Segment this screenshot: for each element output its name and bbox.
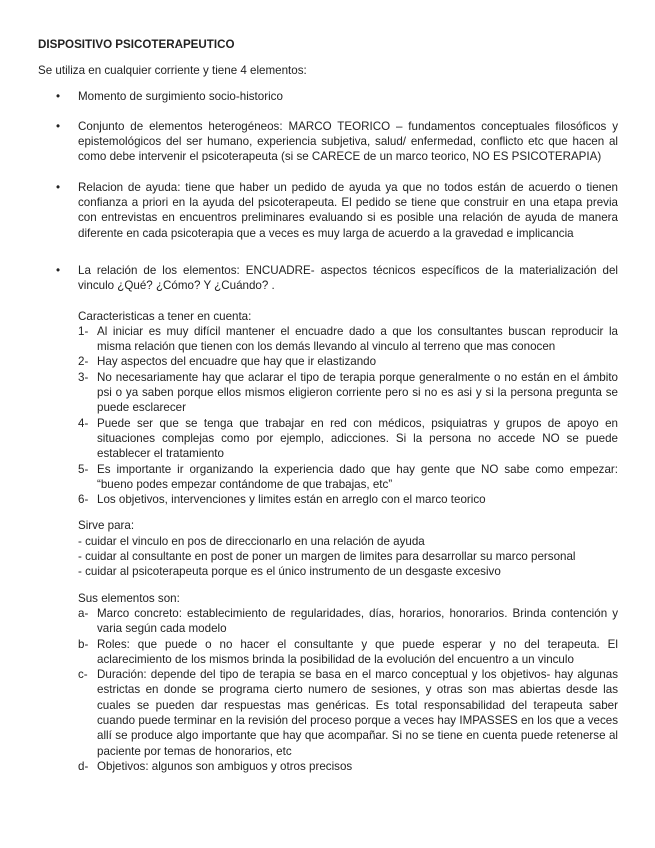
- item-marker: 3-: [78, 370, 89, 384]
- document-title: DISPOSITIVO PSICOTERAPEUTICO: [38, 38, 235, 51]
- item-text: Roles: que puede o no hacer el consultante y que puede esperar y no del terapeuta. El aclarecimiento de los mismos brinda la posibilidad de la evolución del encuentro a un vinculo: [97, 637, 618, 666]
- elementos-list: [78, 606, 618, 774]
- item-text: Al iniciar es muy difícil mantener el encuadre dado a que los consultantes buscan reproducir la misma relación que tienen con los demás llevando al vinculo al terreno que mas conocen: [97, 324, 618, 354]
- caracteristica-item: [78, 416, 618, 462]
- item-marker: 1-: [78, 324, 89, 338]
- elemento-item: [78, 667, 618, 759]
- caracteristicas-list: [78, 324, 618, 508]
- sirve-item: - cuidar al psicoterapeuta porque es el único instrumento de un desgaste excesivo: [78, 565, 501, 579]
- sirve-heading: Sirve para:: [78, 519, 135, 533]
- caracteristica-item: [78, 354, 618, 369]
- item-marker: c-: [78, 668, 88, 682]
- item-marker: a-: [78, 606, 89, 620]
- item-marker: 2-: [78, 355, 89, 369]
- main-bullet-list: [38, 89, 618, 294]
- caracteristica-item: [78, 462, 618, 493]
- caracteristica-item: [78, 370, 618, 416]
- bullet-item: • Momento de surgimiento socio-historico: [38, 89, 618, 104]
- caracteristicas-heading: Caracteristicas a tener en cuenta:: [78, 309, 252, 323]
- sirve-section: [78, 518, 618, 579]
- item-text: No necesariamente hay que aclarar el tipo de terapia porque generalmente o no están en el ámbito psi o ya saben porque ellos mismos eligieron corriente pero si no es asi y si la persona pregunta se puede esclarecer: [97, 370, 618, 415]
- bullet-item: • Relacion de ayuda: tiene que haber un pedido de ayuda ya que no todos están de acuerdo o tienen confianza a priori en la ayuda del psicoterapeuta. El pedido se tiene que construir en una etapa previa con entrevistas en encuentros preliminares evaluando si es posible una relación de ayuda de manera diferente en cada psicoterapia que a veces es muy larga de acuerdo a la gravedad e implicancia: [38, 180, 618, 241]
- encuadre-details: [38, 309, 618, 775]
- item-text: Los objetivos, intervenciones y limites están en arreglo con el marco teorico: [97, 493, 486, 507]
- elemento-item: [78, 637, 618, 668]
- bullet-item: • Conjunto de elementos heterogéneos: MARCO TEORICO – fundamentos conceptuales filosóficos y epistemológicos del ser humano, experiencia subjetiva, salud/ enfermedad, conflicto etc que hacen al como debe intervenir el psicoterapeuta (si se CARECE de un marco teorico, NO ES PSICOTERAPIA): [38, 119, 618, 165]
- item-marker: d-: [78, 759, 89, 773]
- caracteristica-item: [78, 492, 618, 507]
- item-text: Objetivos: algunos son ambiguos y otros precisos: [97, 759, 353, 773]
- caracteristica-item: [78, 324, 618, 355]
- item-marker: 5-: [78, 462, 89, 476]
- item-text: Marco concreto: establecimiento de regularidades, días, horarios, honorarios. Brinda contención y varia según cada modelo: [97, 606, 618, 636]
- sirve-item: - cuidar el vinculo en pos de direccionarlo en una relación de ayuda: [78, 534, 425, 548]
- item-marker: b-: [78, 637, 89, 651]
- document-page: [38, 37, 618, 774]
- elementos-heading: Sus elementos son:: [78, 591, 180, 605]
- elemento-item: [78, 759, 618, 774]
- item-text: Puede ser que se tenga que trabajar en red con médicos, psiquiatras y grupos de apoyo en situaciones complejas como por ejemplo, adicciones. Si la persona no accede NO se puede establecer el tratamiento: [97, 416, 618, 461]
- item-marker: 4-: [78, 416, 89, 430]
- elemento-item: [78, 606, 618, 637]
- elementos-section: [78, 591, 618, 775]
- sirve-item: - cuidar al consultante en post de poner un margen de limites para desarrollar su marco personal: [78, 550, 576, 564]
- item-marker: 6-: [78, 493, 89, 507]
- item-text: Hay aspectos del encuadre que hay que ir elastizando: [97, 355, 377, 369]
- item-text: Es importante ir organizando la experiencia dado que hay gente que NO sabe como empezar: “bueno podes empezar contándome de que trabajas, etc”: [97, 462, 618, 491]
- bullet-item: • La relación de los elementos: ENCUADRE- aspectos técnicos específicos de la materialización del vinculo ¿Qué? ¿Cómo? Y ¿Cuándo? .: [38, 263, 618, 294]
- item-text: Duración: depende del tipo de terapia se basa en el marco conceptual y los objetivos- hay algunas estrictas en donde se programa cierto numero de sesiones, y otras son mas abiertas desde las cuales se pueden dar respuestas mas genéricas. Es total responsabilidad del terapeuta saber cuando puede terminar en la revisión del proceso porque a veces hay IMPASSES en los que a veces allí se produce algo importante que hay que acompañar. Si no se tiene en cuenta puede retenerse al paciente por temas de honorarios, etc: [97, 668, 618, 758]
- intro-paragraph: Se utiliza en cualquier corriente y tiene 4 elementos:: [38, 64, 307, 78]
